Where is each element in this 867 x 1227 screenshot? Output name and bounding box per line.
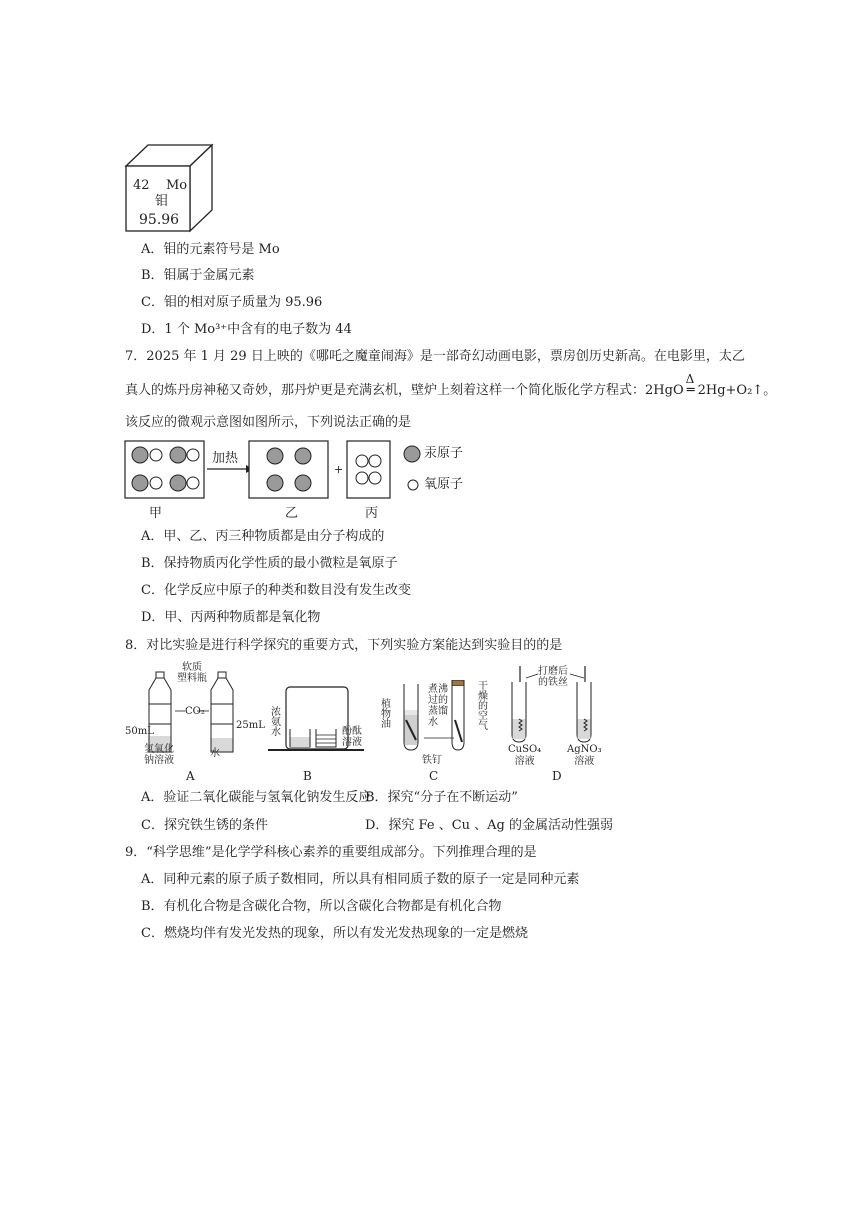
- q8-d-wire1: 打磨后: [538, 666, 568, 677]
- q7-label-yi: 乙: [285, 506, 299, 521]
- q7-option-d: D．甲、丙两种物质都是氧化物: [141, 610, 321, 625]
- q8-d-sol-left1: CuSO₄: [508, 744, 542, 755]
- q8-d-sol-left2: 溶液: [514, 756, 535, 767]
- q8-option-d: D．探究 Fe 、Cu 、Ag 的金属活动性强弱: [365, 818, 613, 833]
- q8-b-right-label: [342, 726, 362, 748]
- q7-option-a: A．甲、乙、丙三种物质都是由分子构成的: [141, 529, 385, 544]
- q8-stem: 8．对比实验是进行科学探究的重要方式，下列实验方案能达到实验目的的是: [125, 638, 563, 653]
- q8-a-letter: A: [186, 769, 195, 783]
- q8-c-mid4: 水: [428, 717, 438, 728]
- q8-c-mid-label: [428, 684, 448, 728]
- q8-c-oil3: 油: [381, 719, 391, 730]
- q7-equation-left: 2HgO: [645, 383, 684, 398]
- q6-option-a: A．钼的元素符号是 Mo: [141, 242, 280, 257]
- q8-c-right3: 的: [478, 701, 488, 712]
- q8-option-b: B．探究“分子在不断运动”: [365, 790, 518, 805]
- q8-b-left3: 水: [271, 727, 281, 738]
- q7-plus: +: [334, 463, 344, 476]
- element-symbol: Mo: [166, 178, 188, 193]
- q8-c-right5: 气: [478, 721, 488, 732]
- q7-arrow-label: 加热: [212, 451, 239, 466]
- q8-b-left-label: [271, 708, 281, 738]
- q9-option-c: C．燃烧均伴有发光发热的现象，所以有发光发热现象的一定是燃烧: [141, 926, 528, 941]
- q8-b-right1: 酚酞: [342, 726, 362, 737]
- q7-label-jia: 甲: [149, 506, 163, 521]
- q8-a-water: 水: [210, 748, 220, 759]
- q8-c-oil-label: [381, 700, 391, 730]
- q7-stem-line1: 7．2025 年 1 月 29 日上映的《哪吒之魔童闹海》是一部奇幻动画电影，票房创历史新高。在电影里，太乙: [125, 349, 745, 364]
- legend-hg-symbol: [404, 446, 420, 462]
- q6-option-c: C．钼的相对原子质量为 95.96: [141, 295, 323, 310]
- q8-c-mid1: 煮沸: [428, 684, 448, 695]
- q7-option-c: C．化学反应中原子的种类和数目没有发生改变: [141, 583, 411, 598]
- q8-a-sol: [144, 744, 174, 766]
- q8-a-gas: CO₂: [185, 706, 205, 717]
- box-bing: [347, 441, 390, 498]
- q8-a-top1: 软质: [182, 662, 202, 673]
- q8-a-vol-left: 50mL: [125, 726, 154, 737]
- q6-option-b: B．钼属于金属元素: [141, 268, 255, 283]
- q8-b-letter: B: [303, 769, 312, 783]
- q9-option-a: A．同种元素的原子质子数相同，所以具有相同质子数的原子一定是同种元素: [141, 872, 580, 887]
- q7-stem-line2-text: 真人的炼丹房神秘又奇妙，那丹炉更是充满玄机，壁炉上刻着这样一个简化版化学方程式：: [125, 383, 646, 398]
- q8-a-sol1: 氢氧化: [144, 744, 174, 755]
- q8-c-letter: C: [429, 769, 439, 783]
- element-mass: 95.96: [139, 212, 180, 228]
- q7-stem-line2: [125, 372, 777, 399]
- q7-stem-line3: 该反应的微观示意图如图所示，下列说法正确的是: [125, 415, 412, 430]
- q7-option-b: B．保持物质丙化学性质的最小微粒是氧原子: [141, 556, 398, 571]
- q8-c-mid2: 过的: [428, 695, 448, 706]
- q7-equation-right: 2Hg+O₂↑。: [697, 383, 777, 398]
- q8-c-nail: 铁钉: [422, 755, 442, 766]
- q8-figure-b: [268, 683, 364, 761]
- q7-legend-hg: 汞原子: [424, 446, 464, 461]
- q8-a-vol-right: 25mL: [236, 720, 265, 731]
- q8-c-mid3: 蒸馏: [428, 706, 448, 717]
- q8-d-letter: D: [552, 769, 562, 783]
- q8-d-left-label: [508, 744, 541, 768]
- q9-stem: 9．“科学思维”是化学学科核心素养的重要组成部分。下列推理合理的是: [125, 845, 537, 860]
- q8-c-right1: 干: [478, 681, 488, 692]
- q8-b-right2: 溶液: [342, 737, 362, 748]
- q8-a-sol2: 钠溶液: [144, 755, 174, 766]
- q8-a-top2: 塑料瓶: [177, 673, 207, 684]
- q8-c-right2: 燥: [478, 691, 488, 702]
- q7-legend-o: 氧原子: [424, 477, 464, 492]
- q8-c-oil2: 物: [381, 709, 391, 720]
- q8-d-right-label: [567, 744, 602, 768]
- q8-b-left2: 氨: [271, 717, 281, 728]
- q8-option-c: C．探究铁生锈的条件: [141, 818, 268, 833]
- q8-a-top-label: [177, 662, 207, 684]
- q8-c-right-label: [478, 682, 488, 732]
- q6-option-d: D．1 个 Mo³⁺中含有的电子数为 44: [141, 322, 352, 337]
- q8-d-wire-label: [538, 666, 568, 688]
- q8-b-left1: 浓: [271, 707, 281, 718]
- legend-o-symbol: [408, 480, 418, 490]
- q8-c-right4: 空: [478, 711, 488, 722]
- element-name: 钼: [155, 194, 169, 209]
- q7-equation-condition: Δ: [685, 372, 695, 386]
- q7-equation-arrow: Δ ═: [685, 372, 695, 398]
- box-yi: [249, 441, 328, 498]
- q8-d-sol-right1: AgNO₃: [567, 744, 602, 755]
- q7-label-bing: 丙: [365, 506, 379, 521]
- q9-option-b: B．有机化合物是含碳化合物，所以含碳化合物都是有机化合物: [141, 899, 502, 914]
- q8-d-wire2: 的铁丝: [538, 677, 568, 688]
- q8-option-a: A．验证二氧化碳能与氢氧化钠发生反应: [141, 790, 372, 805]
- element-number: 42: [133, 178, 150, 193]
- q8-d-sol-right2: 溶液: [574, 756, 595, 767]
- q8-c-oil1: 植: [381, 699, 391, 710]
